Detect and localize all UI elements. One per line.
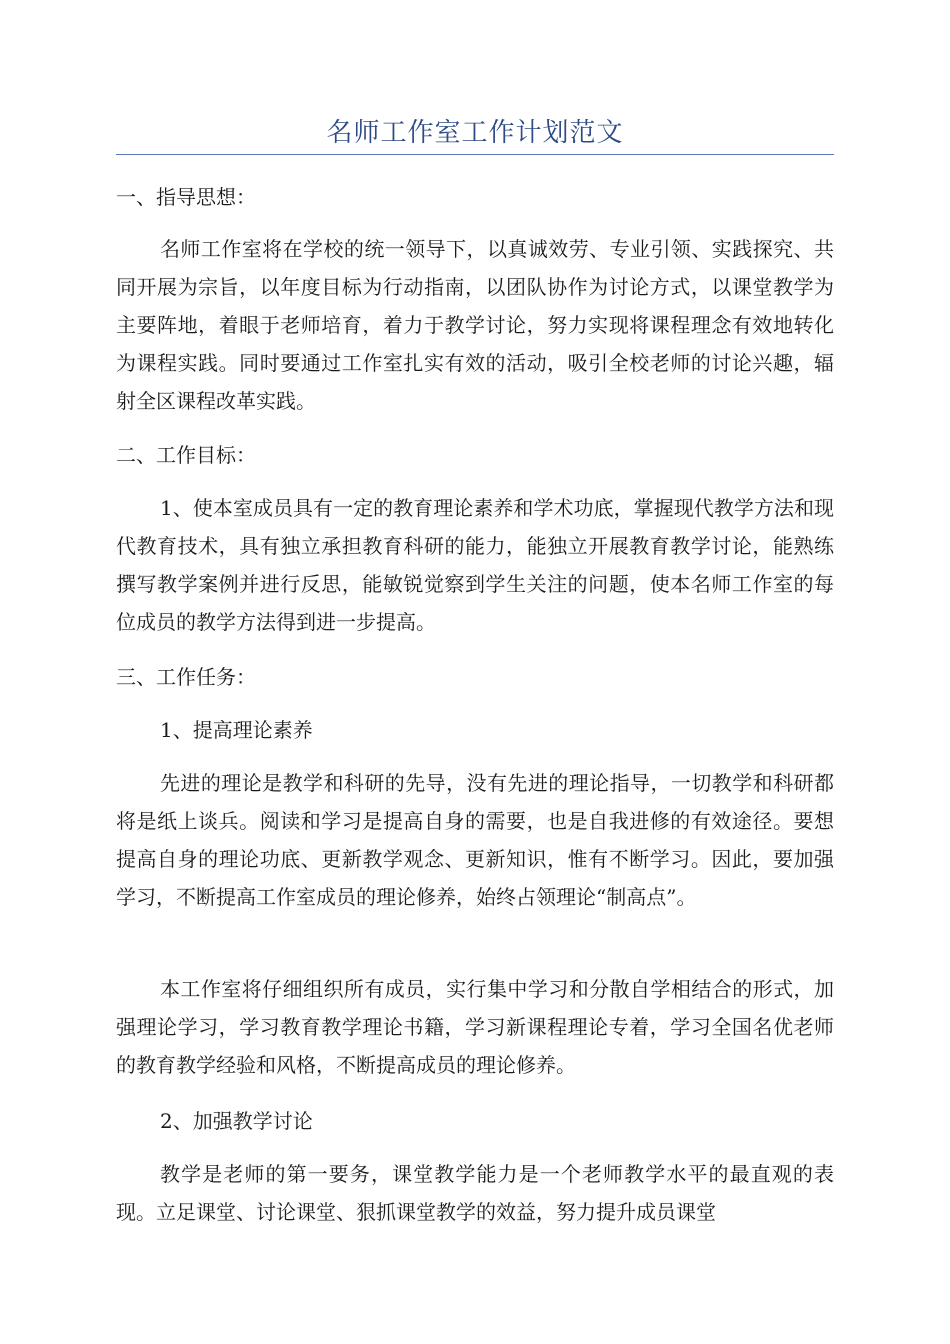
subheading-theory: 1、提高理论素养: [160, 718, 313, 742]
title-underline: [116, 154, 834, 155]
subheading-teaching-research: 2、加强教学讨论: [160, 1109, 313, 1133]
section-heading-guiding-thought: 一、指导思想：: [116, 185, 256, 209]
document-title: 名师工作室工作计划范文: [326, 118, 624, 148]
paragraph-guiding-thought: 名师工作室将在学校的统一领导下，以真诚效劳、专业引领、实践探究、共同开展为宗旨，以年度目标为行动指南，以团队协作为讨论方式，以课堂教学为主要阵地，着眼于老师培育，着力于教学讨论，努力实现将课程理念有效地转化为课程实践。同时要通过工作室扎实有效的活动，吸引全校老师的讨论兴趣，辐射全区课程改革实践。: [116, 237, 834, 413]
section-heading-work-goals: 二、工作目标：: [116, 443, 256, 467]
section-heading-work-tasks: 三、工作任务：: [116, 665, 256, 689]
paragraph-theory-2: 本工作室将仔细组织所有成员，实行集中学习和分散自学相结合的形式，加强理论学习，学习教育教学理论书籍，学习新课程理论专着，学习全国名优老师的教育教学经验和风格，不断提高成员的理论修养。: [116, 977, 834, 1077]
paragraph-work-goals: 1、使本室成员具有一定的教育理论素养和学术功底，掌握现代教学方法和现代教育技术，具有独立承担教育科研的能力，能独立开展教育教学讨论，能熟练撰写教学案例并进行反思，能敏锐觉察到学生关注的问题，使本名师工作室的每位成员的教学方法得到进一步提高。: [116, 496, 834, 634]
paragraph-teaching-research: 教学是老师的第一要务，课堂教学能力是一个老师教学水平的最直观的表现。立足课堂、讨论课堂、狠抓课堂教学的效益，努力提升成员课堂: [116, 1162, 834, 1224]
paragraph-theory-1: 先进的理论是教学和科研的先导，没有先进的理论指导，一切教学和科研都将是纸上谈兵。阅读和学习是提高自身的需要，也是自我进修的有效途径。要想提高自身的理论功底、更新教学观念、更新知识，惟有不断学习。因此，要加强学习，不断提高工作室成员的理论修养，始终占领理论“制高点”。: [116, 771, 834, 909]
